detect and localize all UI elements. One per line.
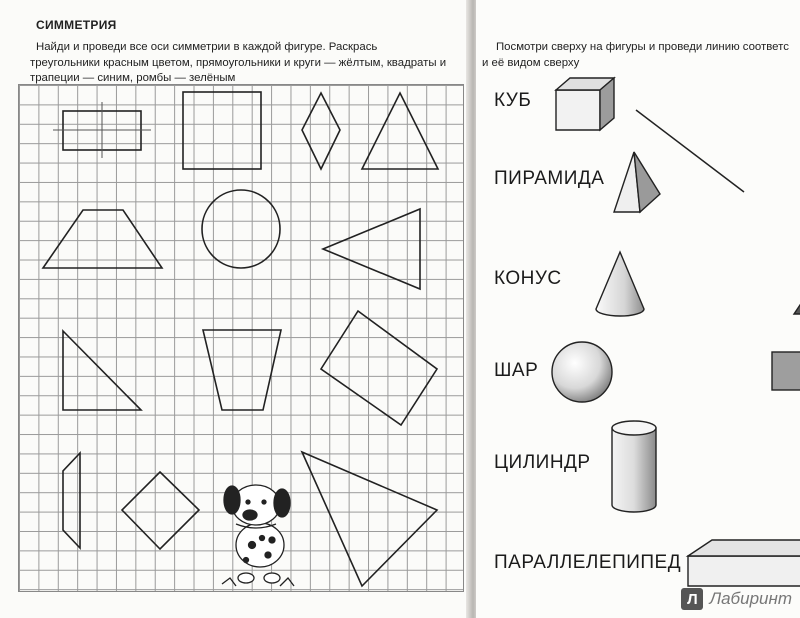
- instructions-line-1: Посмотри сверху на фигуры и проведи линию соответс: [496, 41, 789, 53]
- page-heading: СИММЕТРИЯ: [36, 18, 117, 32]
- instructions-line-2: и её видом сверху: [482, 56, 580, 69]
- watermark-text: Лабиринт: [709, 589, 792, 608]
- right-page: [476, 0, 800, 618]
- dalmatian-puppy-image: [222, 485, 294, 586]
- cylinder-drawing: [612, 421, 656, 512]
- large-triangle-figure: [302, 452, 437, 586]
- cube-drawing: [556, 78, 614, 130]
- connection-line: [636, 110, 744, 192]
- triangle-figure-1: [362, 93, 438, 169]
- labirint-watermark: [681, 588, 792, 610]
- cone-drawing: [596, 252, 644, 316]
- label-cube: КУБ: [494, 90, 532, 111]
- label-sphere: ШАР: [494, 360, 539, 381]
- label-parallelepiped: ПАРАЛЛЕЛЕПИПЕД: [494, 552, 682, 573]
- sphere-drawing: [552, 342, 612, 402]
- symmetry-instructions: Найди и проведи все оси симметрии в каждой фигуре. Раскрась треугольники красным цветом, прямоугольники и круги — жёлтым, квадраты и трапеции — синим, ромбы — зелёным: [30, 41, 447, 84]
- tilted-rectangle-figure: [321, 311, 437, 425]
- circle-figure: [202, 190, 280, 268]
- gray-square-drawing: [772, 352, 800, 390]
- inverted-trapezoid-figure: [203, 330, 281, 410]
- half-hexagon-figure: [63, 453, 80, 548]
- square-figure: [183, 92, 261, 169]
- diamond-figure: [122, 472, 199, 549]
- labirint-logo-icon: Л: [681, 588, 703, 610]
- rhombus-figure: [302, 93, 340, 169]
- label-cylinder: ЦИЛИНДР: [494, 452, 591, 473]
- parallelepiped-drawing: [688, 540, 800, 586]
- label-cone: КОНУС: [494, 268, 562, 289]
- pyramid-drawing: [614, 152, 660, 212]
- right-triangle-figure: [63, 331, 141, 410]
- trapezoid-figure: [43, 210, 162, 268]
- triangle-figure-2: [323, 209, 420, 289]
- label-pyramid: ПИРАМИДА: [494, 168, 605, 189]
- edge-triangle-drawing: [794, 296, 800, 314]
- solids-drawings: [476, 0, 800, 618]
